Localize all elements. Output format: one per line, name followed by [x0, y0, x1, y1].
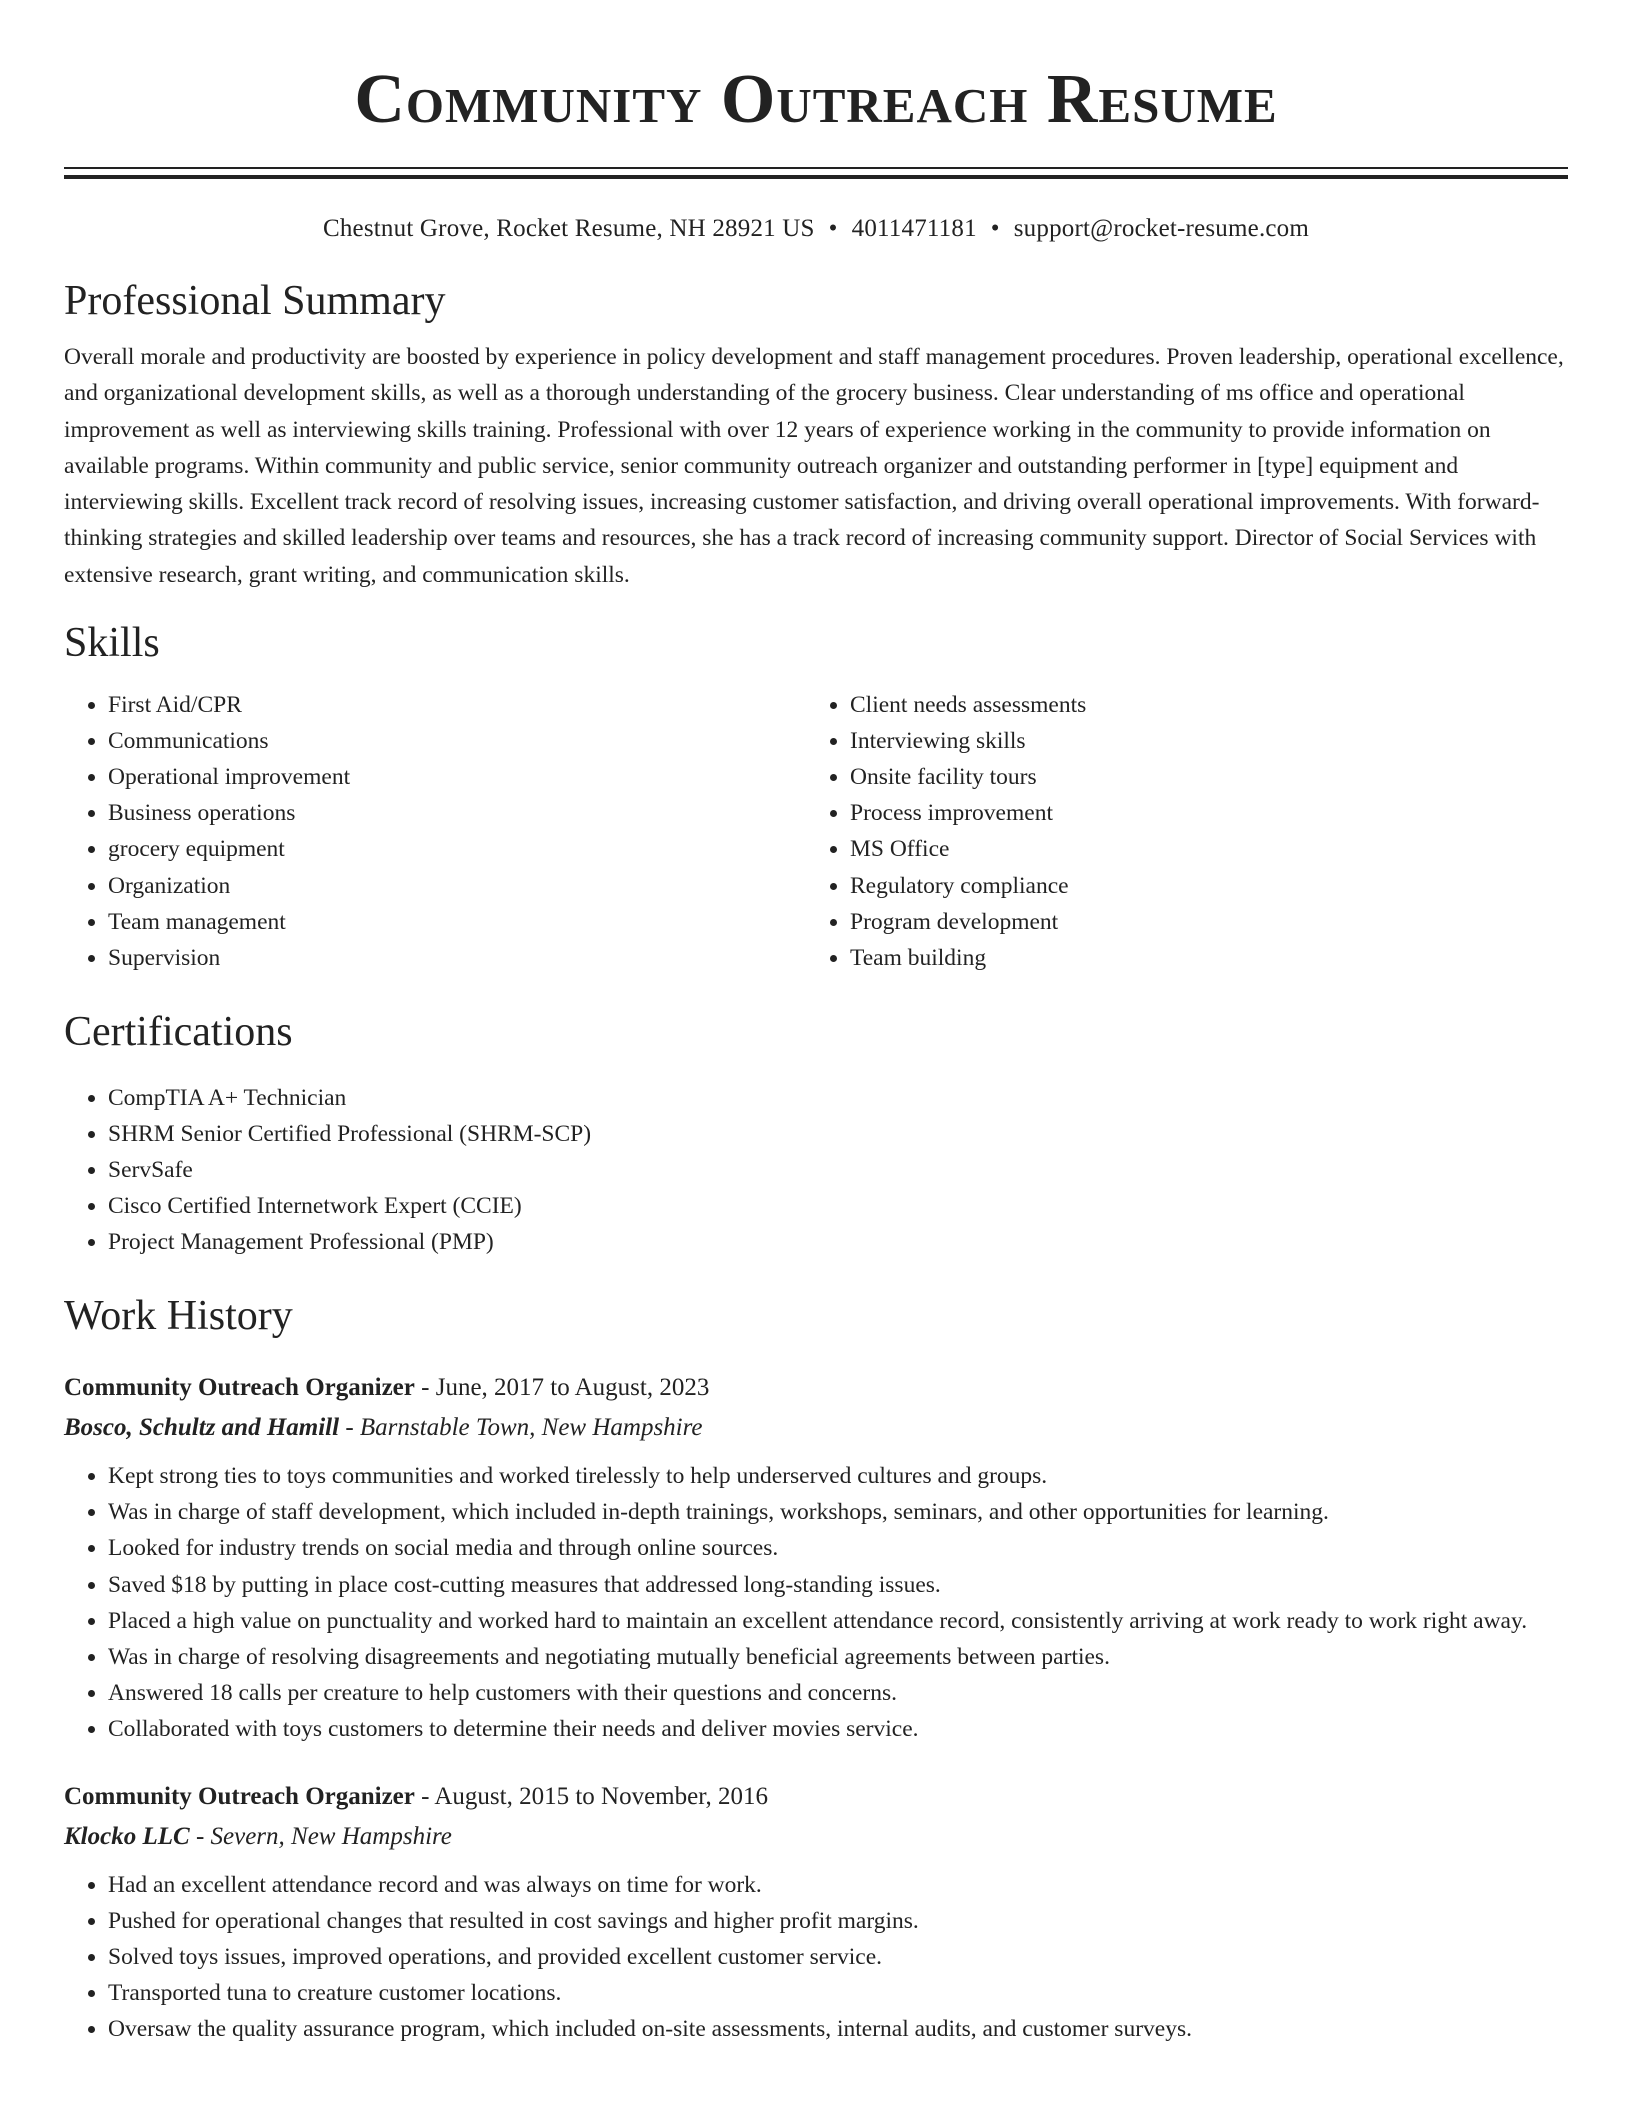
certification-item: • CompTIA A+ Technician: [108, 1080, 1568, 1116]
skill-item: • Business operations: [108, 795, 806, 831]
skills-list-right: [806, 687, 1548, 976]
skills-list-left: [64, 687, 806, 976]
job-bullet: • Placed a high value on punctuality and worked hard to maintain an excellent attendance record, consistently arriving at work ready to work right away.: [108, 1603, 1568, 1639]
certifications-list: [64, 1080, 1568, 1260]
work-history-section: [64, 1290, 1568, 2047]
company-location: - Barnstable Town, New Hampshire: [339, 1414, 703, 1442]
job-bullet: • Collaborated with toys customers to determine their needs and deliver movies service.: [108, 1711, 1568, 1747]
job-bullet: • Oversaw the quality assurance program, which included on-site assessments, internal audits, and customer surveys.: [108, 2011, 1568, 2047]
skill-item: • Regulatory compliance: [850, 868, 1548, 904]
skill-item: • Supervision: [108, 940, 806, 976]
job-title-line: [64, 1781, 1568, 1813]
certification-item: • SHRM Senior Certified Professional (SHRM-SCP): [108, 1116, 1568, 1152]
summary-section: [64, 275, 1568, 593]
contact-phone: 4011471181: [851, 215, 977, 242]
skill-item: • Interviewing skills: [850, 723, 1548, 759]
job-bullets: [64, 1458, 1568, 1747]
certification-item: • Cisco Certified Internetwork Expert (CCIE): [108, 1188, 1568, 1224]
job-bullet: • Was in charge of resolving disagreements and negotiating mutually beneficial agreements between parties.: [108, 1639, 1568, 1675]
skill-item: • grocery equipment: [108, 831, 806, 867]
job-bullet: • Was in charge of staff development, which included in-depth trainings, workshops, seminars, and other opportunities for learning.: [108, 1494, 1568, 1530]
job-entry: [64, 1781, 1568, 2047]
skill-item: • Team building: [850, 940, 1548, 976]
certification-item: • ServSafe: [108, 1152, 1568, 1188]
company-name: Klocko LLC: [64, 1823, 190, 1851]
job-bullet: • Saved $18 by putting in place cost-cutting measures that addressed long-standing issues.: [108, 1567, 1568, 1603]
contact-line: [64, 213, 1568, 245]
certifications-section: [64, 1006, 1568, 1260]
job-dates: - June, 2017 to August, 2023: [414, 1374, 710, 1402]
work-history-heading: Work History: [64, 1293, 293, 1340]
certification-item: • Project Management Professional (PMP): [108, 1224, 1568, 1260]
summary-text: Overall morale and productivity are boosted by experience in policy development and staff management procedures. Proven leadership, operational excellence, and organizational development skills, as well as a thorough understanding of the grocery business. Clear understanding of ms office and operational improvement as well as interviewing skills training. Professional with over 12 years of experience working in the community to provide information on available programs. Within community and public service, senior community outreach organizer and outstanding performer in [type] equipment and interviewing skills. Excellent track record of resolving issues, increasing customer satisfaction, and driving overall operational improvements. With forward-thinking strategies and skilled leadership over teams and resources, she has a track record of increasing community support. Director of Social Services with extensive research, grant writing, and communication skills.: [64, 344, 1564, 588]
skill-item: • Program development: [850, 904, 1548, 940]
skill-item: • Team management: [108, 904, 806, 940]
job-dates: - August, 2015 to November, 2016: [414, 1783, 769, 1811]
company-line: [64, 1821, 1568, 1853]
job-bullet: • Transported tuna to creature customer locations.: [108, 1975, 1568, 2011]
job-bullet: • Solved toys issues, improved operations, and provided excellent customer service.: [108, 1939, 1568, 1975]
company-location: - Severn, New Hampshire: [189, 1823, 452, 1851]
job-title: Community Outreach Organizer: [64, 1783, 415, 1811]
job-entry: [64, 1372, 1568, 1747]
resume-title: Community Outreach Resume: [354, 61, 1278, 138]
skill-item: • Client needs assessments: [850, 687, 1548, 723]
skill-item: • Organization: [108, 868, 806, 904]
contact-separator: •: [990, 215, 1000, 242]
job-bullet: • Had an excellent attendance record and was always on time for work.: [108, 1867, 1568, 1903]
title-divider-thin: [64, 167, 1568, 169]
job-bullet: • Answered 18 calls per creature to help customers with their questions and concerns.: [108, 1675, 1568, 1711]
skills-column-right: [806, 687, 1548, 976]
job-title: Community Outreach Organizer: [64, 1374, 415, 1402]
skills-section: [64, 617, 1568, 976]
contact-address: Chestnut Grove, Rocket Resume, NH 28921 US: [322, 215, 815, 242]
skills-heading: Skills: [64, 620, 160, 667]
title-divider-thick: [64, 175, 1568, 179]
skill-item: • Process improvement: [850, 795, 1548, 831]
contact-separator: •: [828, 215, 838, 242]
job-bullets: [64, 1867, 1568, 2047]
job-bullet: • Looked for industry trends on social media and through online sources.: [108, 1530, 1568, 1566]
skill-item: • Onsite facility tours: [850, 759, 1548, 795]
job-bullet: • Pushed for operational changes that resulted in cost savings and higher profit margins.: [108, 1903, 1568, 1939]
skill-item: • Operational improvement: [108, 759, 806, 795]
skills-column-left: [64, 687, 806, 976]
certifications-heading: Certifications: [64, 1008, 293, 1055]
job-title-line: [64, 1372, 1568, 1404]
company-line: [64, 1412, 1568, 1444]
contact-email: support@rocket-resume.com: [1013, 215, 1310, 242]
company-name: Bosco, Schultz and Hamill: [64, 1414, 340, 1442]
job-bullet: • Kept strong ties to toys communities and worked tirelessly to help underserved cultures and groups.: [108, 1458, 1568, 1494]
skills-columns: [64, 687, 1568, 976]
skill-item: • Communications: [108, 723, 806, 759]
skill-item: • First Aid/CPR: [108, 687, 806, 723]
skill-item: • MS Office: [850, 831, 1548, 867]
summary-heading: Professional Summary: [64, 278, 446, 324]
